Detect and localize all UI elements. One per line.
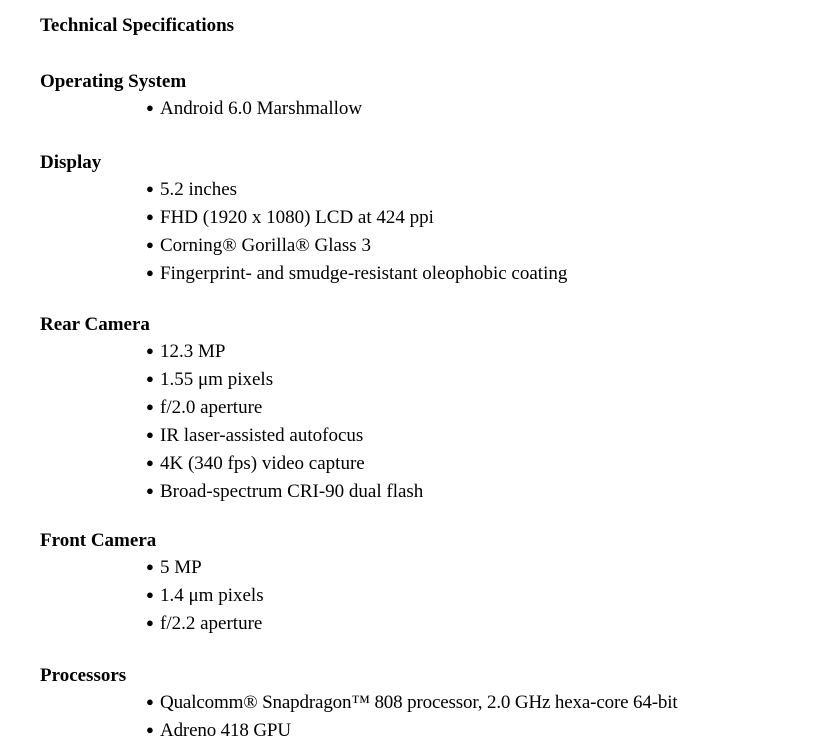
section-display (40, 151, 830, 287)
section-front-camera (40, 529, 830, 637)
section-rear-camera (40, 313, 830, 505)
spec-item (146, 449, 830, 477)
spec-item (146, 365, 830, 393)
section-heading: Rear Camera (40, 314, 150, 335)
bullet-icon: ● (146, 371, 154, 386)
spec-item-text: Qualcomm® Snapdragon™ 808 processor, 2.0 GHz hexa-core 64-bit (160, 692, 678, 713)
spec-item (146, 716, 830, 744)
section-heading: Display (40, 152, 102, 173)
spec-item-text: Android 6.0 Marshmallow (160, 98, 363, 119)
spec-item (146, 553, 830, 581)
spec-item-text: IR laser-assisted autofocus (160, 425, 364, 446)
section-processors (40, 664, 830, 744)
spec-item (146, 175, 830, 203)
spec-list (40, 553, 830, 637)
spec-item-text: Broad-spectrum CRI-90 dual flash (160, 481, 424, 502)
spec-item-text: f/2.0 aperture (160, 397, 263, 418)
section-heading: Processors (40, 665, 127, 686)
section-operating-system (40, 70, 830, 122)
bullet-icon: ● (146, 694, 154, 709)
spec-item-text: 1.4 μm pixels (160, 585, 264, 606)
spec-item-text: 12.3 MP (160, 341, 226, 362)
bullet-icon: ● (146, 100, 154, 115)
spec-item (146, 421, 830, 449)
spec-item-text: 1.55 μm pixels (160, 369, 274, 390)
bullet-icon: ● (146, 722, 154, 737)
spec-item-text: Adreno 418 GPU (160, 720, 291, 741)
spec-list (40, 337, 830, 505)
spec-item (146, 337, 830, 365)
bullet-icon: ● (146, 399, 154, 414)
spec-item-text: Corning® Gorilla® Glass 3 (160, 235, 371, 256)
bullet-icon: ● (146, 209, 154, 224)
bullet-icon: ● (146, 265, 154, 280)
spec-item (146, 259, 830, 287)
spec-item-text: FHD (1920 x 1080) LCD at 424 ppi (160, 207, 434, 228)
spec-list (40, 94, 830, 122)
bullet-icon: ● (146, 237, 154, 252)
bullet-icon: ● (146, 587, 154, 602)
bullet-icon: ● (146, 559, 154, 574)
bullet-icon: ● (146, 483, 154, 498)
spec-item (146, 581, 830, 609)
spec-item (146, 231, 830, 259)
bullet-icon: ● (146, 455, 154, 470)
spec-item (146, 477, 830, 505)
bullet-icon: ● (146, 343, 154, 358)
spec-item-text: 4K (340 fps) video capture (160, 453, 365, 474)
spec-item-text: f/2.2 aperture (160, 613, 263, 634)
bullet-icon: ● (146, 427, 154, 442)
bullet-icon: ● (146, 181, 154, 196)
spec-item-text: 5 MP (160, 557, 202, 578)
spec-item-text: 5.2 inches (160, 179, 238, 200)
spec-item (146, 393, 830, 421)
spec-item (146, 203, 830, 231)
page-title: Technical Specifications (40, 15, 235, 36)
bullet-icon: ● (146, 615, 154, 630)
section-heading: Front Camera (40, 530, 157, 551)
spec-item (146, 94, 830, 122)
spec-list (40, 175, 830, 287)
spec-item-text: Fingerprint- and smudge-resistant oleophobic coating (160, 263, 568, 284)
spec-list (40, 688, 830, 744)
spec-item (146, 609, 830, 637)
spec-item (146, 688, 830, 716)
section-heading: Operating System (40, 71, 187, 92)
